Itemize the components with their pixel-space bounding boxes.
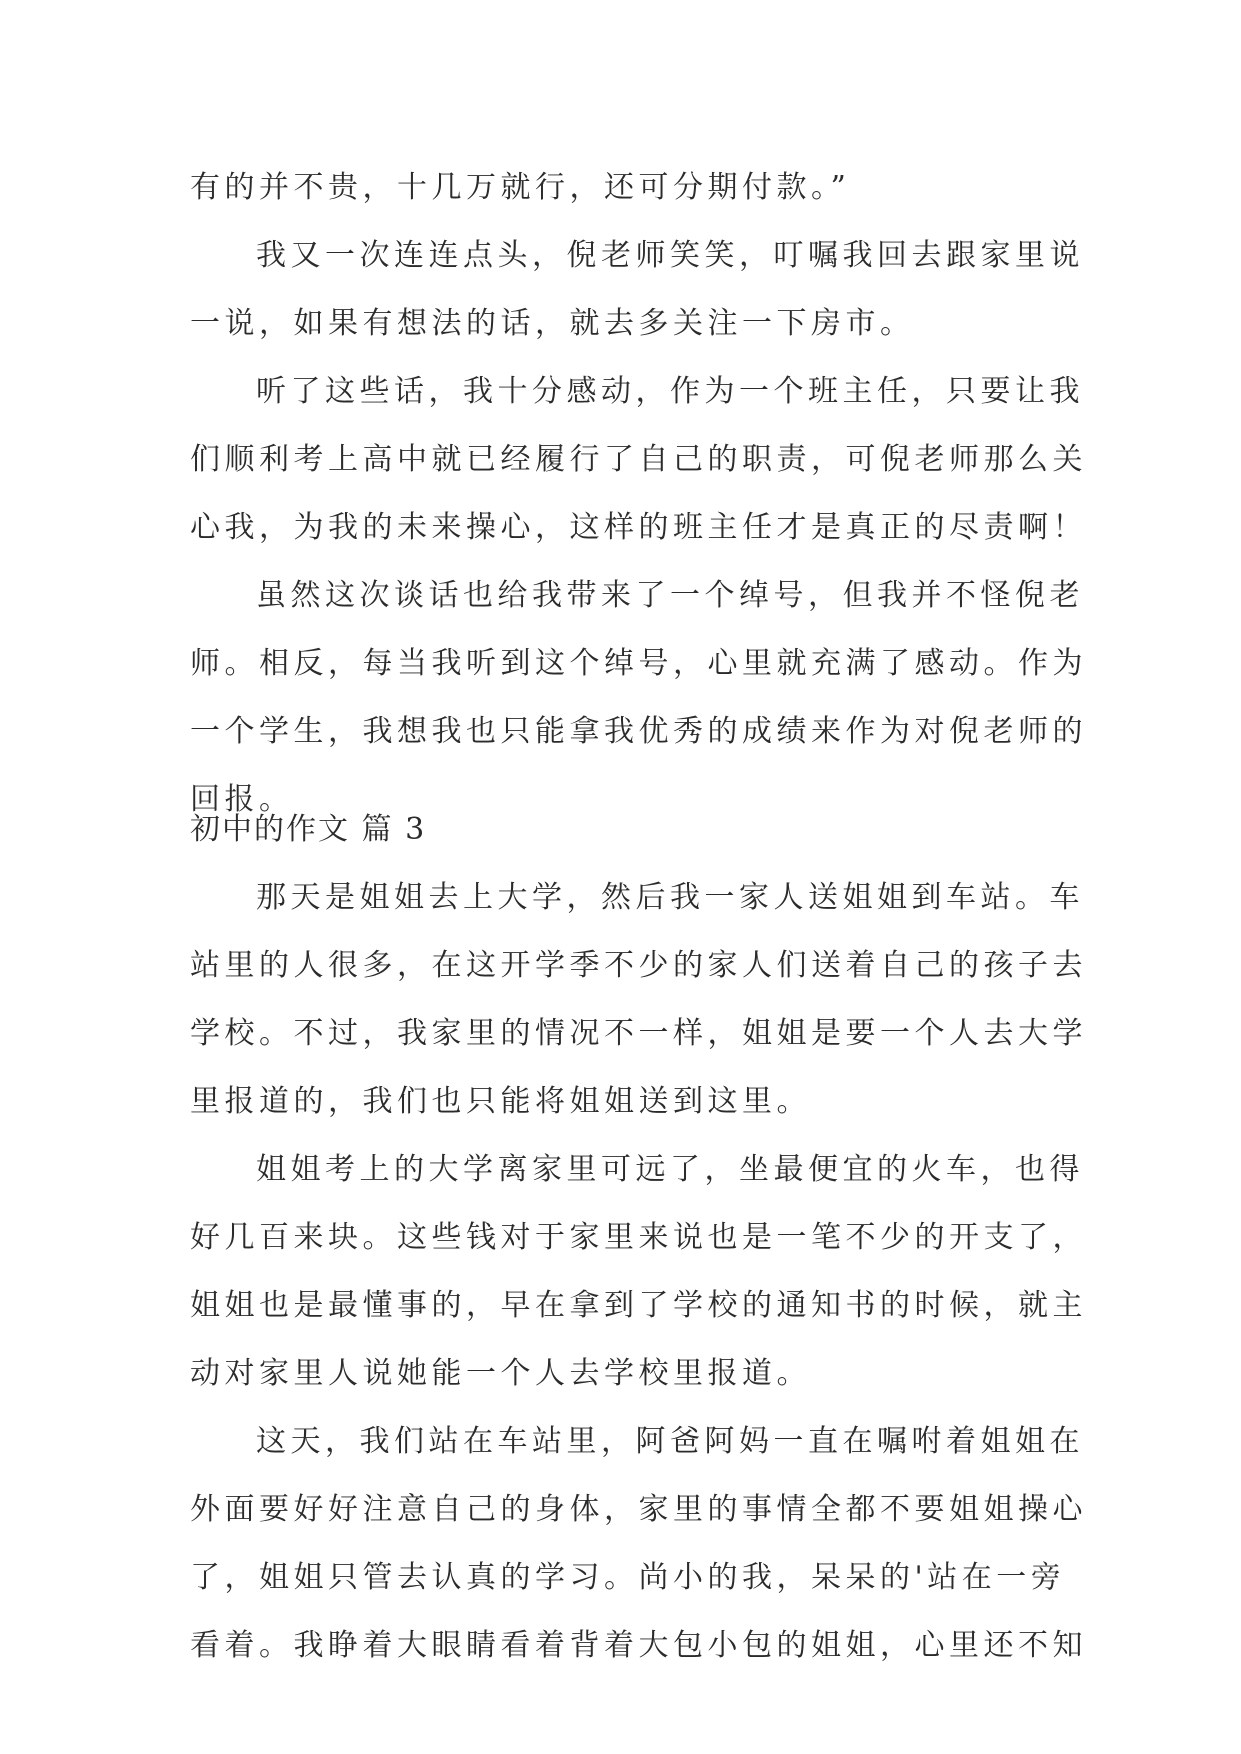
text-line: 虽然这次谈话也给我带来了一个绰号，但我并不怪倪老	[256, 578, 1084, 613]
paragraph	[190, 358, 1087, 562]
text-line: 听了这些话，我十分感动，作为一个班主任，只要让我	[256, 374, 1084, 409]
paragraph	[190, 154, 1060, 222]
paragraph	[190, 222, 1084, 358]
text-line: 里报道的，我们也只能将姐姐送到这里。	[190, 1084, 811, 1119]
text-line: 心我，为我的未来操心，这样的班主任才是真正的尽责啊！	[190, 510, 1087, 545]
text-line: 动对家里人说她能一个人去学校里报道。	[190, 1356, 811, 1391]
text-line: 那天是姐姐去上大学，然后我一家人送姐姐到车站。车	[256, 880, 1084, 915]
text-line: 姐姐也是最懂事的，早在拿到了学校的通知书的时候，就主	[190, 1288, 1087, 1323]
text-line: 学校。不过，我家里的情况不一样，姐姐是要一个人去大学	[190, 1016, 1087, 1051]
text-line: 们顺利考上高中就已经履行了自己的职责，可倪老师那么关	[190, 442, 1087, 477]
paragraph	[190, 1136, 1087, 1408]
text-line: 站里的人很多，在这开学季不少的家人们送着自己的孩子去	[190, 948, 1087, 983]
text-line: 姐姐考上的大学离家里可远了，坐最便宜的火车，也得	[256, 1152, 1084, 1187]
text-line: 师。相反，每当我听到这个绰号，心里就充满了感动。作为	[190, 646, 1087, 681]
text-line: 外面要好好注意自己的身体，家里的事情全都不要姐姐操心	[190, 1492, 1087, 1527]
section-2	[190, 796, 1087, 1680]
section-1	[190, 154, 1087, 834]
text-line: 回报。	[190, 782, 294, 817]
text-line: 有的并不贵，十几万就行，还可分期付款。”	[190, 170, 851, 205]
text-line: 我又一次连连点头，倪老师笑笑，叮嘱我回去跟家里说	[256, 238, 1084, 273]
paragraph	[190, 864, 1087, 1136]
text-line: 好几百来块。这些钱对于家里来说也是一笔不少的开支了，	[190, 1220, 1087, 1255]
text-line: 这天，我们站在车站里，阿爸阿妈一直在嘱咐着姐姐在	[256, 1424, 1084, 1459]
text-line: 了，姐姐只管去认真的学习。尚小的我，呆呆的'站在一旁	[190, 1560, 1066, 1595]
paragraph	[190, 1408, 1087, 1680]
text-line: 看着。我睁着大眼睛看着背着大包小包的姐姐，心里还不知	[190, 1628, 1087, 1663]
section-heading: 初中的作文 篇 3	[190, 812, 427, 847]
text-line: 一个学生，我想我也只能拿我优秀的成绩来作为对倪老师的	[190, 714, 1087, 749]
text-line: 一说，如果有想法的话，就去多关注一下房市。	[190, 306, 915, 341]
paragraph	[190, 562, 1087, 834]
